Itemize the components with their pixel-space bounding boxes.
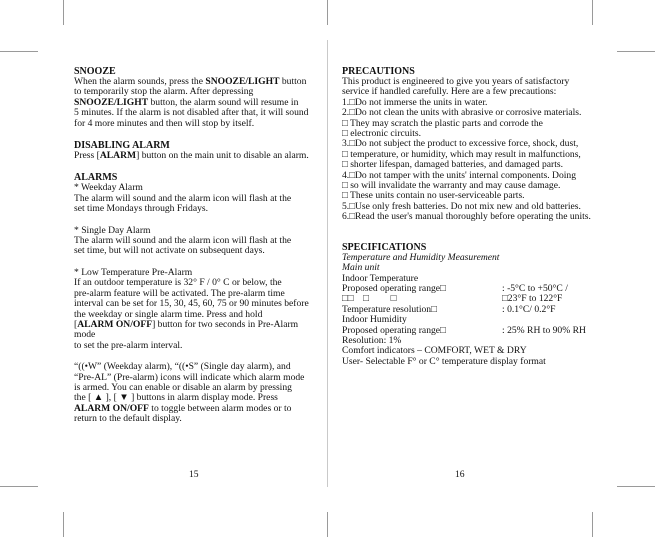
spec-text: User- Selectable F° or C° temperature display format bbox=[342, 355, 546, 367]
precaution-line: □ They may scratch the plastic parts and corrode the bbox=[342, 117, 543, 129]
crop-mark bbox=[617, 486, 655, 487]
snooze-heading: SNOOZE bbox=[74, 66, 116, 77]
crop-mark bbox=[327, 0, 328, 25]
pre-alarm-text: interval can be set for 15, 30, 45, 60, 75 or 90 minutes before bbox=[74, 298, 309, 310]
single-day-alarm-text: The alarm will sound and the alarm icon will flash at the bbox=[74, 235, 292, 247]
spec-value: : 25% RH to 90% RH bbox=[502, 324, 586, 336]
precautions-intro: This product is engineered to give you years of satisfactory bbox=[342, 76, 570, 87]
snooze-text: When the alarm sounds, press the SNOOZE/LIGHT button bbox=[74, 76, 307, 87]
disabling-alarm-text: Press [ALARM] button on the main unit to disable an alarm. bbox=[74, 150, 309, 162]
precaution-line: □ so will invalidate the warranty and may cause damage. bbox=[342, 180, 561, 192]
weekday-alarm-title: * Weekday Alarm bbox=[74, 182, 143, 194]
pre-alarm-text: the weekday or single alarm time. Press and hold bbox=[74, 308, 263, 320]
spec-value: : 0.1°C/ 0.2°F bbox=[502, 303, 556, 315]
pre-alarm-text: [ALARM ON/OFF] button for two seconds in Pre-Alarm mode bbox=[74, 318, 299, 341]
disabling-alarm-heading: DISABLING ALARM bbox=[74, 140, 170, 152]
precautions-list bbox=[342, 98, 592, 223]
precaution-line: □ temperature, or humidity, which may result in malfunctions, bbox=[342, 148, 581, 160]
precaution-line: 4.□Do not tamper with the units' internal components. Doing bbox=[342, 169, 577, 181]
crop-mark bbox=[617, 51, 655, 52]
precaution-line: 6.□Read the user's manual thoroughly before operating the units. bbox=[342, 211, 591, 223]
spec-value: : -5°C to +50°C / bbox=[502, 282, 568, 294]
page-number-right: 16 bbox=[455, 469, 465, 480]
page-gutter bbox=[327, 40, 328, 487]
crop-mark bbox=[63, 0, 64, 25]
spec-label: Temperature resolution□ bbox=[342, 303, 437, 315]
snooze-text: to temporarily stop the alarm. After depressing bbox=[74, 86, 254, 98]
precautions-heading: PRECAUTIONS bbox=[342, 66, 415, 77]
crop-mark bbox=[592, 512, 593, 537]
right-page bbox=[342, 66, 592, 367]
pre-alarm-text: pre-alarm feature will be activated. The pre-alarm time bbox=[74, 287, 285, 299]
crop-mark bbox=[63, 512, 64, 537]
alarm-icons-text: “((•W” (Weekday alarm), “((•S” (Single day alarm), and bbox=[74, 361, 291, 373]
precaution-line: 5.□Use only fresh batteries. Do not mix new and old batteries. bbox=[342, 200, 581, 212]
spec-label: □□ □ □ bbox=[342, 293, 397, 305]
spec-label: Indoor Humidity bbox=[342, 314, 407, 326]
spec-label: Indoor Temperature bbox=[342, 272, 419, 284]
precaution-line: 2.□Do not clean the units with abrasive or corrosive materials. bbox=[342, 107, 582, 119]
precautions-intro: service if handled carefully. Here are a few precautions: bbox=[342, 86, 557, 98]
weekday-alarm-text: The alarm will sound and the alarm icon will flash at the bbox=[74, 192, 292, 204]
pre-alarm-text: If an outdoor temperature is 32° F / 0° C or below, the bbox=[74, 277, 282, 289]
precaution-line: □ These units contain no user-serviceable parts. bbox=[342, 190, 525, 202]
alarm-icons-text: “Pre-AL” (Pre-alarm) icons will indicate which alarm mode bbox=[74, 371, 305, 383]
pre-alarm-title: * Low Temperature Pre-Alarm bbox=[74, 266, 193, 278]
left-page bbox=[74, 66, 316, 425]
spec-subheading: Temperature and Humidity Measurement bbox=[342, 251, 500, 263]
alarm-icons-text: ALARM ON/OFF to toggle between alarm modes or to bbox=[74, 402, 292, 414]
snooze-text: SNOOZE/LIGHT button, the alarm sound will resume in bbox=[74, 96, 299, 108]
alarm-icons-text: return to the default display. bbox=[74, 413, 182, 425]
specifications-heading: SPECIFICATIONS bbox=[342, 241, 427, 253]
spec-label: Proposed operating range□ bbox=[342, 324, 446, 336]
page-number-left: 15 bbox=[189, 469, 199, 480]
crop-mark bbox=[0, 51, 38, 52]
crop-mark bbox=[0, 486, 38, 487]
alarm-icons-text: the [ ▲ ], [ ▼ ] buttons in alarm display mode. Press bbox=[74, 392, 278, 404]
precaution-line: 1.□Do not immerse the units in water. bbox=[342, 96, 488, 108]
spec-text: Comfort indicators – COMFORT, WET & DRY bbox=[342, 345, 527, 357]
pre-alarm-text: to set the pre-alarm interval. bbox=[74, 339, 183, 351]
snooze-text: 5 minutes. If the alarm is not disabled after that, it will sound bbox=[74, 107, 309, 119]
precaution-line: 3.□Do not subject the product to excessive force, shock, dust, bbox=[342, 138, 579, 150]
spec-text: Resolution: 1% bbox=[342, 334, 402, 346]
alarms-heading: ALARMS bbox=[74, 172, 118, 184]
crop-mark bbox=[327, 512, 328, 537]
weekday-alarm-text: set time Mondays through Fridays. bbox=[74, 203, 209, 215]
spec-label: Proposed operating range□ bbox=[342, 282, 446, 294]
spec-value: □23°F to 122°F bbox=[502, 293, 563, 305]
precaution-line: □ shorter lifespan, damaged batteries, and damaged parts. bbox=[342, 159, 564, 171]
single-day-alarm-title: * Single Day Alarm bbox=[74, 224, 151, 236]
crop-mark bbox=[592, 0, 593, 25]
single-day-alarm-text: set time, but will not activate on subsequent days. bbox=[74, 245, 265, 257]
alarm-icons-text: is armed. You can enable or disable an alarm by pressing bbox=[74, 381, 292, 393]
snooze-text: for 4 more minutes and then will stop by itself. bbox=[74, 117, 255, 129]
spec-subheading: Main unit bbox=[342, 262, 380, 274]
precaution-line: □ electronic circuits. bbox=[342, 128, 422, 140]
